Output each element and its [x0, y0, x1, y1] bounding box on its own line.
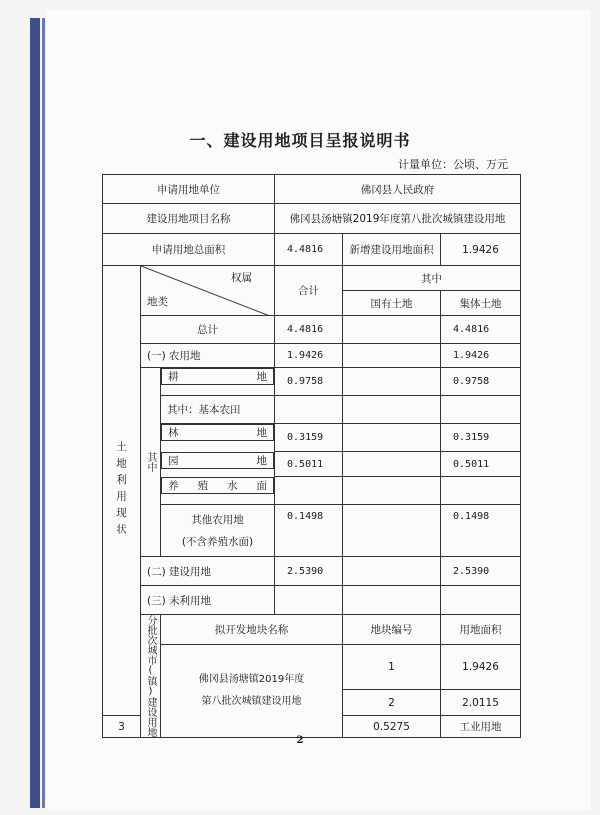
plot-area-header: 用地面积 [441, 615, 521, 645]
total-state [343, 316, 441, 344]
applicant-value: 佛冈县人民政府 [275, 175, 521, 204]
construction-state [343, 557, 441, 586]
total-area-value: 4.4816 [275, 234, 343, 266]
plot-name-line-1: 佛冈县汤塘镇2019年度 [198, 674, 305, 685]
new-area-label: 新增建设用地面积 [343, 234, 441, 266]
plot-3-area: 0.5275 [343, 716, 441, 738]
agri-state [343, 344, 441, 368]
project-row [103, 204, 521, 234]
other-agri-label-2: (不含养殖水面) [181, 535, 254, 548]
construction-label: (二) 建设用地 [141, 557, 275, 586]
plot-name-line-2: 第八批次城镇建设用地 [201, 696, 302, 707]
row-cultivated [103, 368, 521, 396]
plot-name-header: 拟开发地块名称 [161, 615, 343, 645]
cultivated-collective: 0.9758 [441, 368, 521, 396]
garden-state [343, 452, 441, 477]
forest-collective: 0.3159 [441, 424, 521, 452]
garden-total: 0.5011 [275, 452, 343, 477]
other-agri-label-1: 其他农用地 [191, 513, 244, 526]
total-collective: 4.4816 [441, 316, 521, 344]
state-land-header: 国有土地 [343, 291, 441, 316]
total-col-header: 合计 [275, 266, 343, 316]
agri-collective: 1.9426 [441, 344, 521, 368]
basic-farmland-total [275, 396, 343, 424]
other-agri-state [343, 505, 441, 557]
plot-2-id: 2 [343, 690, 441, 716]
plot-3-id: 3 [103, 716, 141, 738]
forest-label-b: 地 [256, 427, 268, 439]
aquaculture-total [275, 477, 343, 505]
aquaculture-label-b: 殖 [197, 479, 208, 492]
plot-row-1 [103, 645, 521, 690]
among-side-label: 其中 [141, 368, 161, 557]
cultivated-label [161, 368, 274, 385]
new-area-value: 1.9426 [441, 234, 521, 266]
other-agri-collective: 0.1498 [441, 505, 521, 557]
agri-label: (一) 农用地 [141, 344, 275, 368]
total-label: 总计 [141, 316, 275, 344]
agri-total: 1.9426 [275, 344, 343, 368]
land-table [102, 174, 521, 738]
row-unused [103, 586, 521, 615]
landuse-header-row-1 [103, 266, 521, 291]
garden-collective: 0.5011 [441, 452, 521, 477]
row-total [103, 316, 521, 344]
garden-label-a: 园 [168, 454, 179, 467]
plot-id-header: 地块编号 [343, 615, 441, 645]
plot-2-area: 2.0115 [441, 690, 521, 716]
row-construction [103, 557, 521, 586]
plot-3-use: 工业用地 [441, 716, 521, 738]
unused-collective [441, 586, 521, 615]
cultivated-state [343, 368, 441, 396]
plots-section-label: 分批次城市(镇)建设用地 [141, 615, 161, 738]
project-value: 佛冈县汤塘镇2019年度第八批次城镇建设用地 [275, 204, 521, 234]
aquaculture-label-a: 养 [168, 479, 179, 492]
landuse-section-label: 土地利用现状 [103, 266, 141, 716]
document-title: 一、建设用地项目呈报说明书 [189, 131, 411, 150]
plot-1-area: 1.9426 [441, 645, 521, 690]
diagonal-header-cell [141, 266, 275, 316]
construction-total: 2.5390 [275, 557, 343, 586]
area-row [103, 234, 521, 266]
row-agri [103, 344, 521, 368]
other-agri-label [161, 505, 275, 557]
basic-farmland-state [343, 396, 441, 424]
unused-total [275, 586, 343, 615]
row-aquaculture [103, 477, 521, 505]
plot-1-id: 1 [343, 645, 441, 690]
among-header: 其中 [343, 266, 521, 291]
forest-state [343, 424, 441, 452]
forest-label [161, 424, 274, 441]
garden-label-b: 地 [256, 454, 268, 467]
row-other-agri [103, 505, 521, 557]
row-basic-farmland [103, 396, 521, 424]
forest-label-a: 林 [168, 427, 179, 439]
construction-collective: 2.5390 [441, 557, 521, 586]
total-area-label: 申请用地总面积 [103, 234, 275, 266]
plot-name [161, 645, 343, 738]
row-garden [103, 452, 521, 477]
unused-state [343, 586, 441, 615]
aquaculture-label-c: 水 [227, 479, 238, 492]
cultivated-total: 0.9758 [275, 368, 343, 396]
aquaculture-label-d: 面 [256, 479, 267, 492]
aquaculture-collective [441, 477, 521, 505]
aquaculture-label [161, 477, 274, 494]
unit-label: 计量单位：公顷、万元 [398, 158, 508, 171]
other-agri-total: 0.1498 [275, 505, 343, 557]
collective-land-header: 集体土地 [441, 291, 521, 316]
applicant-row [103, 175, 521, 204]
cultivated-label-b: 地 [256, 371, 268, 383]
basic-farmland-collective [441, 396, 521, 424]
row-forest [103, 424, 521, 452]
aquaculture-state [343, 477, 441, 505]
cultivated-label-a: 耕 [168, 371, 179, 383]
page-number: 2 [296, 735, 304, 746]
ownership-label: 权属 [231, 272, 253, 284]
project-label: 建设用地项目名称 [103, 204, 275, 234]
garden-label [161, 452, 274, 469]
plots-header-row [103, 615, 521, 645]
total-value: 4.4816 [275, 316, 343, 344]
unused-label: (三) 未利用地 [141, 586, 275, 615]
category-label: 地类 [147, 296, 168, 308]
forest-total: 0.3159 [275, 424, 343, 452]
applicant-label: 申请用地单位 [103, 175, 275, 204]
basic-farmland-label: 其中：基本农田 [161, 396, 275, 424]
